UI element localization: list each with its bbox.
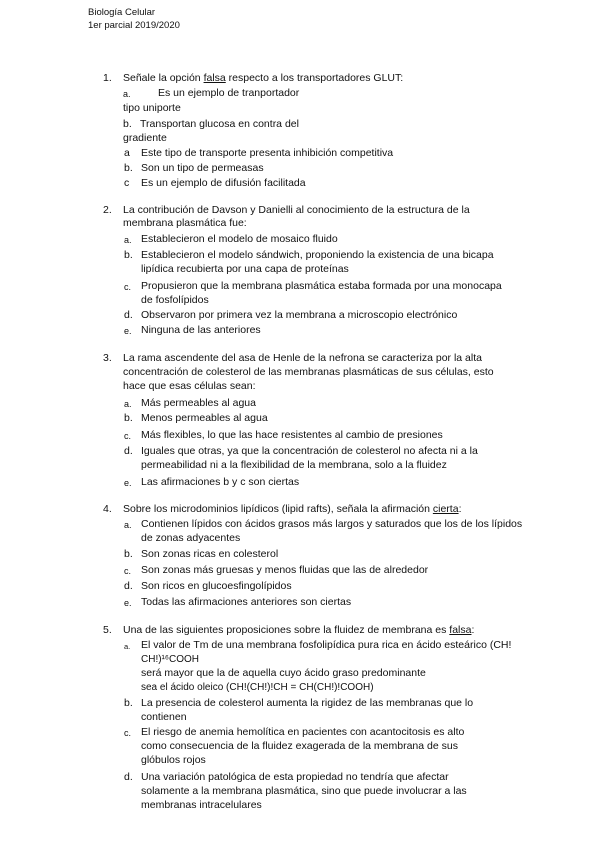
option-label: a.	[124, 520, 132, 530]
question-number: 4.	[103, 503, 112, 515]
question-prompt	[123, 503, 543, 517]
option-label: e.	[124, 326, 132, 336]
prompt-text-end: :	[458, 503, 462, 515]
option-label: e.	[124, 478, 132, 488]
option-label: d.	[124, 771, 133, 783]
option-label: a	[124, 147, 130, 159]
option-text-cont: gradiente	[123, 132, 167, 144]
option-label: a.	[124, 399, 132, 409]
option-text-cont: como consecuencia de la fluidez exagerada de la membrana de sus	[141, 740, 458, 752]
prompt-emphasis: falsa	[449, 624, 472, 636]
option-text-cont: lipídica recubierta por una capa de proteínas	[141, 263, 349, 275]
option-label: c	[124, 177, 130, 189]
option-label: b.	[124, 548, 133, 560]
option-label: a.	[124, 642, 131, 651]
option-text: Propusieron que la membrana plasmática estaba formada por una monocapa	[141, 280, 502, 292]
option-label: b.	[124, 249, 133, 261]
option-text-cont: membranas intracelulares	[141, 799, 262, 811]
option-text: Ninguna de las anteriores	[141, 324, 261, 336]
option-label: c.	[124, 566, 132, 576]
option-text: Todas las afirmaciones anteriores son ciertas	[141, 596, 352, 608]
option-text: El valor de Tm de una membrana fosfolipídica pura rica en ácido esteárico (CH!	[141, 639, 512, 651]
question-prompt: La contribución de Davson y Danielli al conocimiento de la estructura de la	[123, 204, 470, 216]
option-text-cont: tipo uniporte	[123, 102, 181, 114]
option-text: Más permeables al agua	[141, 397, 256, 409]
option-label: b.	[124, 412, 133, 424]
question-prompt	[123, 624, 523, 638]
option-label: a.	[124, 235, 132, 245]
option-text-cont: glóbulos rojos	[141, 754, 206, 766]
prompt-text: Sobre los microdominios lipídicos (lipid rafts), señala la afirmación	[123, 503, 433, 515]
option-label: b.	[124, 697, 133, 709]
option-label: a.	[123, 89, 131, 99]
question-prompt-cont: concentración de colesterol de las membranas plasmáticas de sus células, esto	[123, 366, 494, 378]
option-text: Este tipo de transporte presenta inhibición competitiva	[141, 147, 394, 159]
option-text: Más flexibles, lo que las hace resistentes al cambio de presiones	[141, 429, 443, 441]
question-number: 1.	[103, 72, 112, 84]
option-text: Observaron por primera vez la membrana a microscopio electrónico	[141, 309, 458, 321]
option-text-cont: será mayor que la de aquella cuyo ácido graso predominante	[141, 667, 426, 679]
prompt-text-end: :	[471, 624, 475, 636]
option-text: Establecieron el modelo de mosaico fluido	[141, 233, 338, 245]
option-label: d.	[124, 445, 133, 457]
option-text: Es un ejemplo de tranportador	[158, 87, 300, 99]
option-text: Son zonas más gruesas y menos fluidas que las de alrededor	[141, 564, 429, 576]
option-text-cont: permeabilidad ni a la flexibilidad de la membrana, solo a la fluidez	[141, 459, 447, 471]
question-number: 2.	[103, 204, 112, 216]
question-number: 3.	[103, 352, 112, 364]
option-text: Es un ejemplo de difusión facilitada	[141, 177, 306, 189]
option-text: Iguales que otras, ya que la concentración de colesterol no afecta ni a la	[141, 445, 478, 457]
question-prompt-cont: hace que esas células sean:	[123, 380, 256, 392]
course-title: Biología Celular	[88, 7, 156, 18]
prompt-text: Una de las siguientes proposiciones sobre la fluidez de membrana es	[123, 624, 450, 636]
option-label: d.	[124, 580, 133, 592]
question-prompt: La rama ascendente del asa de Henle de la nefrona se caracteriza por la alta	[123, 352, 482, 364]
exam-subtitle: 1er parcial 2019/2020	[88, 20, 180, 31]
option-text: Una variación patológica de esta propiedad no tendría que afectar	[141, 771, 449, 783]
prompt-emphasis: falsa	[203, 72, 226, 84]
option-text-cont: CH!)¹⁶COOH	[141, 654, 199, 665]
question-prompt-cont: membrana plasmática fue:	[123, 217, 247, 229]
question-number: 5.	[103, 624, 112, 636]
prompt-text: Señale la opción	[123, 72, 204, 84]
option-text: Transportan glucosa en contra del	[140, 118, 299, 130]
option-text: Establecieron el modelo sándwich, proponiendo la existencia de una bicapa	[141, 249, 494, 261]
option-text: El riesgo de anemia hemolítica en pacientes con acantocitosis es alto	[141, 726, 465, 738]
option-text-cont: de fosfolípidos	[141, 294, 209, 306]
option-label: b.	[124, 162, 133, 174]
option-text: Son un tipo de permeasas	[141, 162, 264, 174]
option-label: c.	[124, 728, 132, 738]
option-label: c.	[124, 282, 132, 292]
option-text: Son zonas ricas en colesterol	[141, 548, 279, 560]
prompt-text-end: respecto a los transportadores GLUT:	[225, 72, 404, 84]
option-text-cont: de zonas adyacentes	[141, 532, 241, 544]
option-text-cont: sea el ácido oleico (CH!(CH!)!CH = CH(CH!)!COOH)	[141, 682, 374, 693]
question-prompt	[123, 72, 523, 86]
option-text: Menos permeables al agua	[141, 412, 268, 424]
option-label: b.	[123, 118, 132, 130]
option-label: c.	[124, 431, 132, 441]
option-text: Las afirmaciones b y c son ciertas	[141, 476, 300, 488]
option-text-cont: solamente a la membrana plasmática, sino que puede involucrar a las	[141, 785, 467, 797]
option-text-cont: contienen	[141, 711, 187, 723]
option-text: Contienen lípidos con ácidos grasos más largos y saturados que los de los lípidos	[141, 518, 523, 530]
option-text: La presencia de colesterol aumenta la rigidez de las membranas que lo	[141, 697, 474, 709]
option-text: Son ricos en glucoesfingolípidos	[141, 580, 292, 592]
option-label: d.	[124, 309, 133, 321]
prompt-emphasis: cierta	[432, 503, 459, 515]
option-label: e.	[124, 598, 132, 608]
